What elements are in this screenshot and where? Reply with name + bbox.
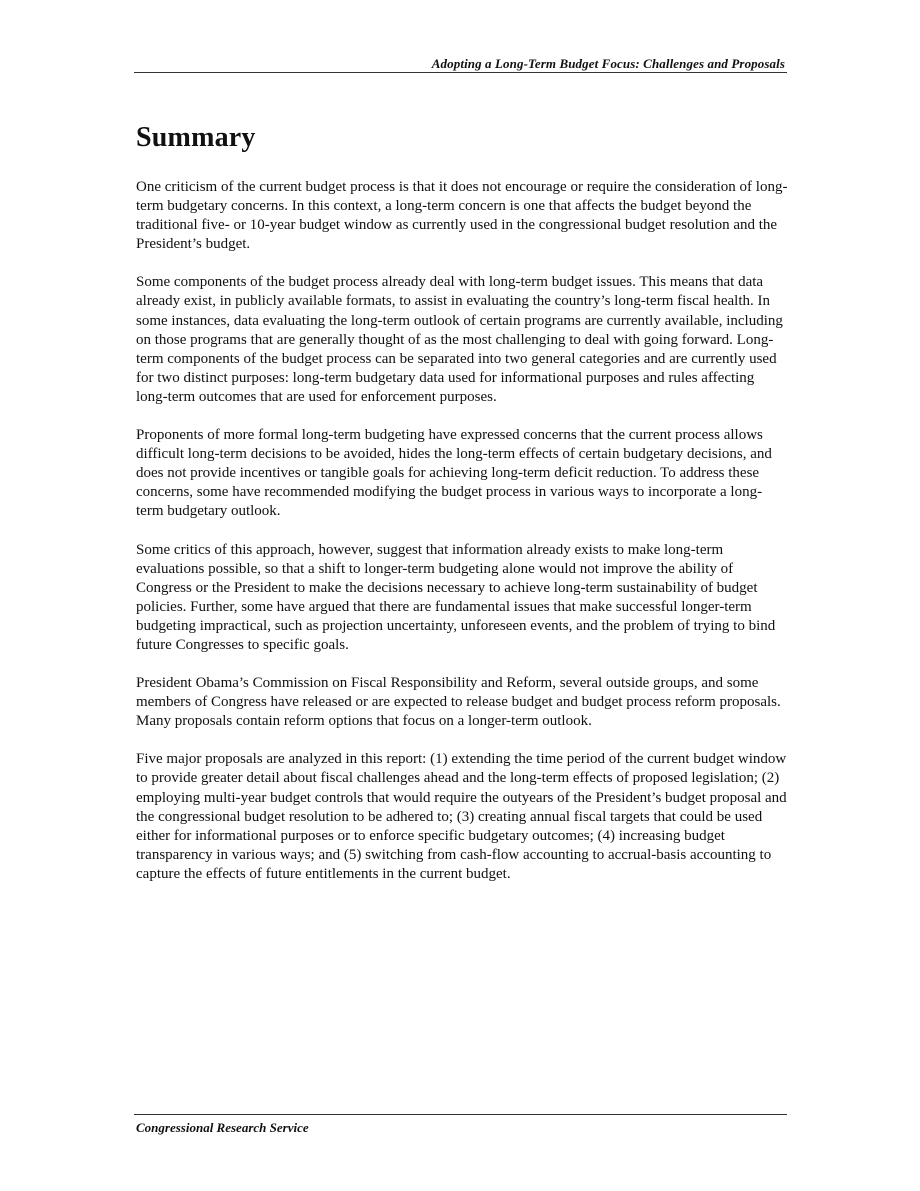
paragraph-2: Some components of the budget process already deal with long-term budget issues. This means that data already exist, in publicly available formats, to assist in evaluating the country’s long-term fiscal health. In some instances, data evaluating the long-term outlook of certain programs are currently available, including on those programs that are generally thought of as the most challenging to deal with going forward. Long-term components of the budget process can be separated into two general categories and are currently used for two distinct purposes: long-term budgetary data used for informational purposes and rules affecting long-term outcomes that are used for enforcement purposes. (136, 274, 783, 405)
paragraph-3: Proponents of more formal long-term budgeting have expressed concerns that the current process allows difficult long-term decisions to be avoided, hides the long-term effects of certain budgetary decisions, and does not provide incentives or tangible goals for achieving long-term deficit reduction. To address these concerns, some have recommended modifying the budget process in various ways to incorporate a long-term budgetary outlook. (136, 427, 772, 520)
paragraph-1: One criticism of the current budget process is that it does not encourage or require the consideration of long-term budgetary concerns. In this context, a long-term concern is one that affects the budget beyond the traditional five- or 10-year budget window as currently used in the congressional budget resolution and the President’s budget. (136, 179, 788, 253)
paragraph-6: Five major proposals are analyzed in this report: (1) extending the time period of the current budget window to provide greater detail about fiscal challenges ahead and the long-term effects of proposed legislation; (2) employing multi-year budget controls that would require the outyears of the President’s budget proposal and the congressional budget resolution to be adhered to; (3) creating annual fiscal targets that could be used either for informational purposes or to enforce specific budgetary outcomes; (4) increasing budget transparency in various ways; and (5) switching from cash-flow accounting to accrual-basis accounting to capture the effects of future entitlements in the current budget. (136, 751, 787, 882)
paragraph-5: President Obama’s Commission on Fiscal Responsibility and Reform, several outside groups, and some members of Congress have released or are expected to release budget and budget process reform proposals. Many proposals contain reform options that focus on a longer-term outlook. (136, 675, 781, 730)
summary-body (136, 178, 788, 903)
footer-divider (134, 1114, 787, 1115)
running-header: Adopting a Long-Term Budget Focus: Challenges and Proposals (431, 56, 785, 71)
paragraph-4: Some critics of this approach, however, suggest that information already exists to make long-term evaluations possible, so that a shift to longer-term budgeting alone would not improve the ability of Congress or the President to make the decisions necessary to achieve long-term sustainability of budget policies. Further, some have argued that there are fundamental issues that make successful longer-term budgeting impractical, such as projection uncertainty, unforeseen events, and the problem of trying to bind future Congresses to specific goals. (136, 541, 776, 653)
header-divider (134, 72, 787, 73)
section-title: Summary (136, 122, 256, 153)
running-footer: Congressional Research Service (136, 1120, 309, 1135)
